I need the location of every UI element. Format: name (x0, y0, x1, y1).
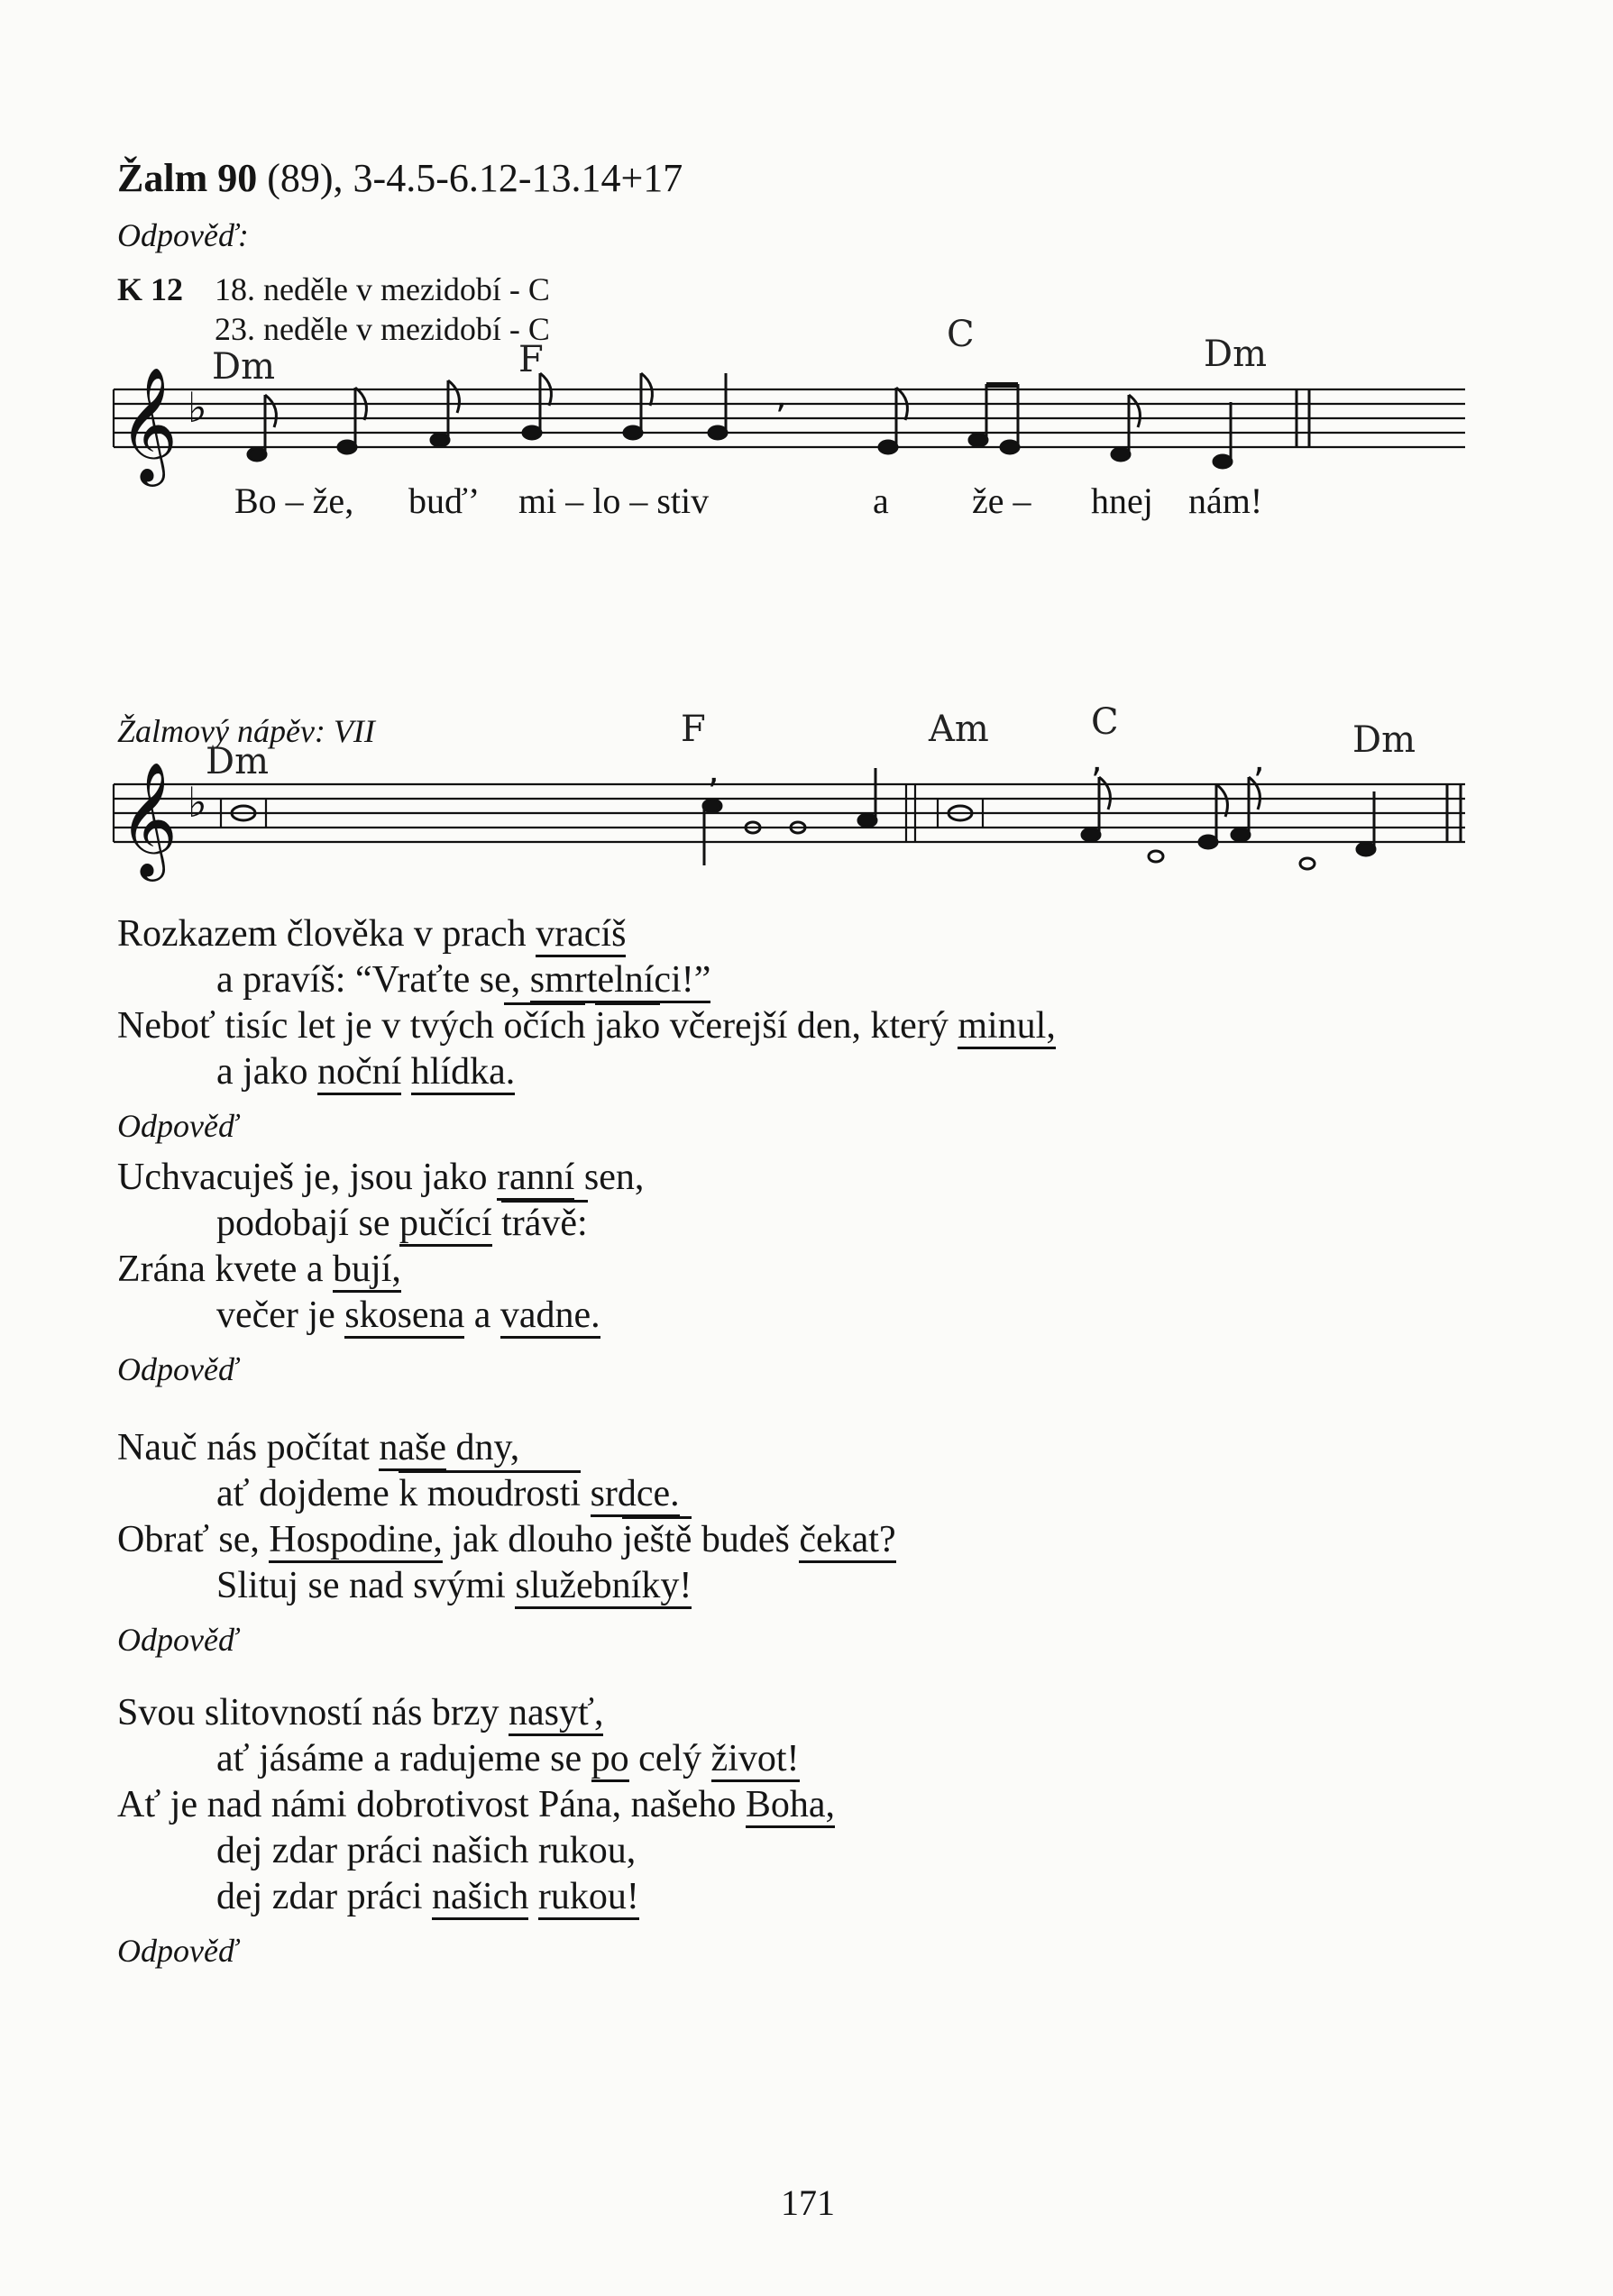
tone-staff (114, 784, 1465, 842)
stressed-syllable: Hospodine, (269, 1519, 443, 1563)
response-chord-4: Dm (1204, 334, 1267, 375)
svg-text:,: , (775, 375, 787, 416)
page-number: 171 (781, 2182, 835, 2223)
stressed-syllable: pučící (399, 1203, 492, 1247)
verse-text (581, 1473, 591, 1514)
lyric-5: že – (972, 480, 1031, 521)
verse-line (216, 958, 710, 1002)
verse-text (401, 1051, 411, 1093)
psalm-title-verses: (89), 3-4.5-6.12-13.14+17 (257, 156, 683, 200)
verse-text: sen, (574, 1157, 645, 1198)
stressed-syllable: čekat? (799, 1519, 895, 1563)
tone-chord-1: Dm (206, 741, 269, 782)
verse-text (528, 1876, 538, 1917)
lyric-3: mi – lo – stiv (518, 480, 710, 521)
verse-text: ať jásáme a radujeme (216, 1738, 541, 1779)
stressed-syllable: k moudrosti (399, 1470, 581, 1514)
verse-text: Zrána kvete a (117, 1249, 334, 1290)
verse-text: a pravíš: “Vraťte se, (216, 959, 530, 1001)
occasion-2: 23. neděle v mezidobí - C (215, 311, 550, 347)
verse-text: podobají se (216, 1203, 399, 1244)
response-refrain: Odpověď (117, 1108, 238, 1144)
response-refrain: Odpověď (117, 1622, 238, 1658)
verse-text: dej zdar práci našich rukou, (216, 1830, 637, 1871)
response-chord-2: F (518, 339, 544, 380)
verse-line (216, 1875, 639, 1918)
tone-chord-3: Am (929, 709, 989, 750)
treble-clef-icon: 𝄞 (119, 366, 179, 481)
verse-text: budeš (692, 1519, 800, 1560)
verse-line (216, 1294, 600, 1337)
lyric-6: hnej (1091, 480, 1153, 521)
verse-text: Nauč nás počítat (117, 1427, 380, 1468)
verse-text: se (540, 1738, 591, 1779)
lyric-4: a (873, 480, 889, 521)
stressed-syllable: ještě (622, 1516, 692, 1560)
stressed-syllable: rukou! (538, 1876, 639, 1920)
psalm-title-number: Žalm 90 (117, 156, 258, 200)
flat-key-icon: ♭ (188, 383, 207, 432)
verse-text: Obrať se, (117, 1519, 270, 1560)
svg-text:,: , (1091, 739, 1103, 781)
response-code: K 12 (117, 271, 184, 307)
stressed-syllable: očích (504, 1002, 586, 1047)
verse-text (492, 1203, 502, 1244)
verse-text: jak dlouho (442, 1519, 623, 1560)
verse-line (216, 1202, 588, 1245)
lyric-1: Bo – že, (234, 480, 354, 521)
stressed-syllable: ranní (497, 1157, 574, 1201)
verse-line (117, 1783, 835, 1826)
tone-notes (232, 739, 1375, 869)
tone-chord-2: F (681, 709, 706, 750)
stressed-syllable: Boha, (746, 1784, 835, 1828)
verse-line (216, 1564, 692, 1607)
stressed-syllable: naše (379, 1427, 446, 1471)
stressed-syllable: smrtelníci!” (530, 959, 711, 1003)
response-refrain: Odpověď (117, 1933, 238, 1969)
verse-line (216, 1829, 636, 1872)
stressed-syllable: hlídka. (411, 1051, 515, 1095)
verse-text: dej zdar práci (216, 1876, 433, 1917)
stressed-syllable: jako (595, 1002, 660, 1047)
stressed-syllable: vracíš (536, 913, 626, 957)
verse-text: ať dojdeme (216, 1473, 399, 1514)
tone-flat-key-icon: ♭ (188, 778, 207, 827)
tone-chord-4: C (1091, 701, 1119, 743)
stressed-syllable: našich (432, 1876, 528, 1920)
svg-text:,: , (1253, 739, 1265, 781)
verse-text: Uchvacuješ je, jsou jako (117, 1157, 498, 1198)
verse-text: a jako (216, 1051, 317, 1093)
stressed-syllable: bují, (333, 1249, 401, 1293)
stressed-syllable: minul, (958, 1005, 1056, 1049)
stressed-syllable: vadne. (500, 1294, 600, 1339)
tone-label: Žalmový nápěv: VII (117, 713, 375, 749)
stressed-syllable: nasyť, (509, 1692, 603, 1736)
verse-line (117, 1004, 1056, 1047)
tone-treble-clef-icon: 𝄞 (119, 761, 179, 876)
stressed-syllable: po (591, 1738, 629, 1782)
tone-chord-5: Dm (1352, 719, 1416, 761)
response-label: Odpověď: (117, 217, 249, 253)
stressed-syllable: trávě: (501, 1200, 588, 1244)
lyric-7: nám! (1188, 480, 1263, 521)
response-notes (248, 373, 1232, 468)
stressed-syllable: noční (317, 1051, 401, 1095)
response-chord-3: C (947, 314, 975, 355)
verse-line (117, 1426, 519, 1469)
verse-text: Svou slitovností nás brzy (117, 1692, 509, 1733)
verse-text (585, 1005, 595, 1047)
verse-text: dny, (446, 1427, 520, 1468)
verse-line (216, 1472, 680, 1515)
svg-text:,: , (708, 750, 719, 791)
verse-line (117, 1248, 401, 1291)
verse-line (117, 1518, 896, 1561)
occasion-1: 18. neděle v mezidobí - C (215, 271, 550, 307)
response-chord-1: Dm (212, 346, 275, 388)
lyric-2: buď’ (408, 480, 481, 521)
response-refrain: Odpověď (117, 1351, 238, 1387)
stressed-syllable: srdce. (591, 1473, 680, 1517)
verse-line (216, 1050, 515, 1093)
verse-text: celý (628, 1738, 711, 1779)
verse-text: večer je (216, 1294, 345, 1336)
verse-line (117, 1156, 644, 1199)
stressed-syllable: skosena (344, 1294, 464, 1339)
verse-line (117, 912, 626, 956)
stressed-syllable: služebníky! (515, 1565, 692, 1609)
verse-text: Slituj se nad svými (216, 1565, 516, 1606)
verse-text: Rozkazem člověka v prach (117, 913, 536, 955)
verse-text: Neboť tisíc let je v tvých (117, 1005, 504, 1047)
stressed-syllable: život! (711, 1738, 800, 1782)
verse-text: včerejší den, který (660, 1005, 958, 1047)
verse-line (216, 1737, 800, 1780)
response-staff (114, 389, 1465, 447)
verse-text: Ať je nad námi dobrotivost Pána, našeho (117, 1784, 746, 1825)
verse-text: a (464, 1294, 500, 1336)
verse-line (117, 1691, 603, 1734)
